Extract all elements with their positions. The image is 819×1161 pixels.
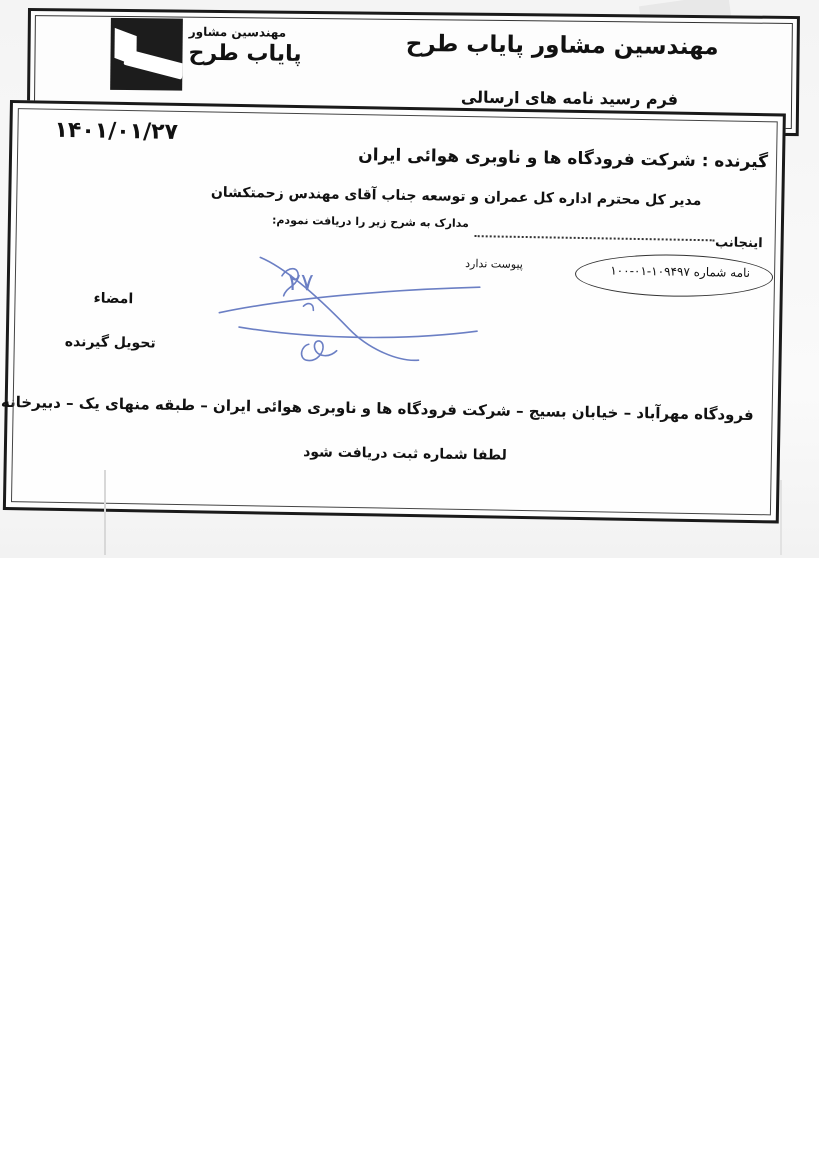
addressee-line: مدیر کل محترم اداره کل عمران و توسعه جناب آقای مهندس زحمتکشان	[210, 184, 702, 210]
paper-fold	[780, 480, 782, 555]
ack-text: مدارک به شرح زیر را دریافت نمودم:	[271, 213, 470, 231]
ack-label: اینجانب	[714, 235, 763, 252]
letter-number: نامه شماره ۱۰۹۴۹۷-۰۱-۱۰۰	[610, 263, 751, 280]
form-title: فرم رسید نامه های ارسالی	[460, 87, 679, 109]
attachment-note: پیوست ندارد	[465, 256, 524, 271]
signature-label: امضاء	[93, 290, 134, 308]
signature-handwritten-number: ۲۷	[287, 267, 314, 297]
receiver-label: تحویل گیرنده	[64, 333, 156, 352]
company-title: مهندسین مشاور پایاب طرح	[405, 30, 719, 61]
delivery-address: فرودگاه مهرآباد – خیابان بسیج – شرکت فرودگاه ها و ناوبری هوائی ایران – طبقه منهای یک – دبیرخانه	[0, 392, 754, 425]
paper-fold	[104, 470, 106, 555]
company-logo	[110, 18, 183, 91]
letter-number-oval	[575, 253, 774, 298]
registration-note: لطفا شماره ثبت دریافت شود	[303, 444, 508, 464]
form-date: ۱۴۰۱/۰۱/۲۷	[54, 117, 179, 145]
receipt-form	[0, 100, 786, 523]
logo-small-text: مهندسین مشاور	[188, 24, 287, 40]
handwritten-signature	[198, 246, 500, 371]
recipient-line: گیرنده : شرکت فرودگاه ها و ناوبری هوائی ایران	[358, 145, 769, 173]
fill-in-dots	[475, 235, 715, 241]
logo-big-text: پایاب طرح	[188, 40, 302, 67]
